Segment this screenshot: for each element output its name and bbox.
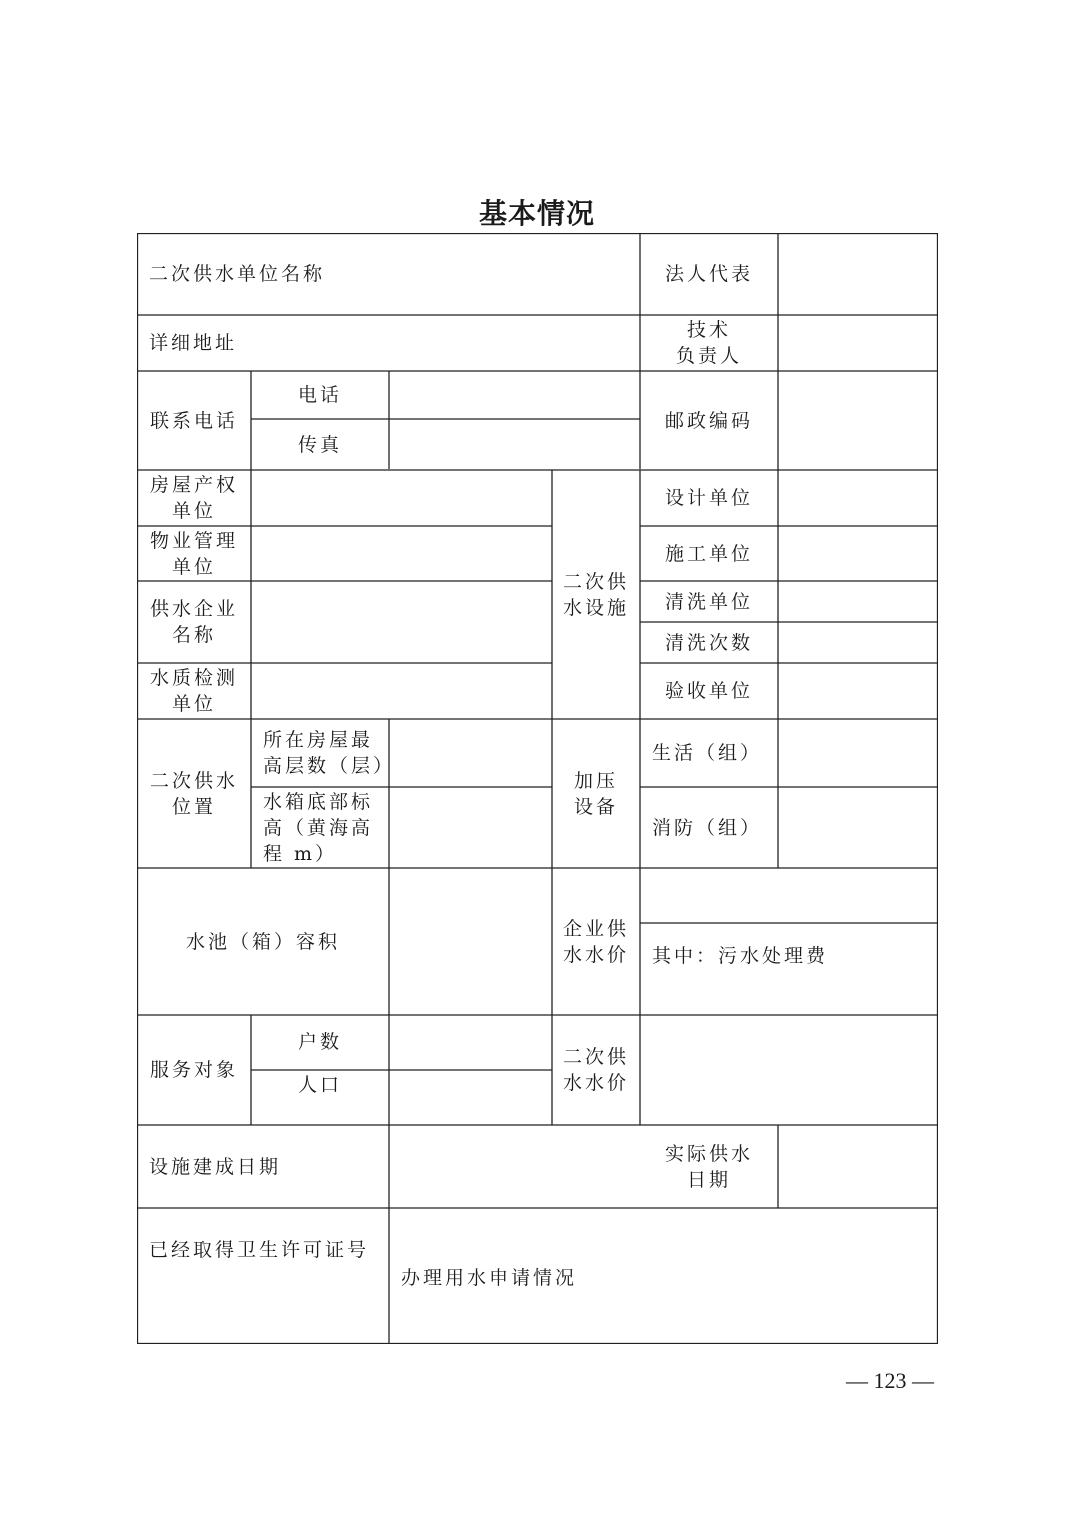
page-title: 基本情况 (478, 197, 595, 230)
label-license-no: 已经取得卫生许可证号 (149, 1239, 370, 1261)
label-postcode: 邮政编码 (664, 409, 753, 432)
label-construction-unit: 施工单位 (664, 542, 753, 565)
label-facility: 二次供 水设施 (562, 570, 629, 619)
label-property-mgmt: 物业管理 单位 (149, 529, 238, 578)
label-build-date: 设施建成日期 (149, 1155, 282, 1178)
label-company-price: 企业供 水水价 (562, 917, 629, 966)
label-unit-name: 二次供水单位名称 (149, 263, 326, 285)
label-population: 人口 (297, 1074, 342, 1096)
basic-info-table (137, 233, 938, 1344)
label-service-target: 服务对象 (149, 1059, 238, 1081)
label-fax: 传真 (297, 433, 342, 456)
label-cleaning-times: 清洗次数 (664, 631, 753, 654)
label-sewage-fee: 其中：污水处理费 (652, 944, 829, 967)
label-actual-supply-date: 实际供水 日期 (664, 1142, 753, 1191)
label-acceptance-unit: 验收单位 (664, 680, 753, 702)
label-phone: 电话 (297, 384, 342, 406)
label-address: 详细地址 (149, 332, 238, 354)
label-fire-groups: 消防（组） (652, 816, 763, 839)
label-tank-volume: 水池（箱）容积 (185, 930, 340, 953)
label-domestic-groups: 生活（组） (652, 742, 763, 764)
label-property-owner: 房屋产权 单位 (149, 474, 238, 522)
label-tank-elevation: 水箱底部标 高（黄海高 程 m） (263, 790, 374, 865)
label-legal-rep: 法人代表 (664, 263, 753, 285)
label-contact-phone: 联系电话 (149, 409, 238, 432)
label-max-floors: 所在房屋最 高层数（层） (263, 729, 396, 777)
label-supply-position: 二次供水 位置 (149, 769, 238, 818)
label-pressure-equipment: 加压 设备 (573, 769, 618, 818)
label-secondary-price: 二次供 水水价 (562, 1046, 629, 1094)
label-water-company: 供水企业 名称 (149, 598, 238, 646)
label-water-application: 办理用水申请情况 (401, 1267, 578, 1289)
label-design-unit: 设计单位 (664, 487, 753, 509)
page-number: — 123 — (846, 1368, 934, 1393)
label-water-quality: 水质检测 单位 (149, 667, 238, 715)
label-tech-lead: 技术 负责人 (675, 319, 742, 367)
label-households: 户数 (297, 1031, 342, 1053)
label-cleaning-unit: 清洗单位 (664, 590, 753, 613)
